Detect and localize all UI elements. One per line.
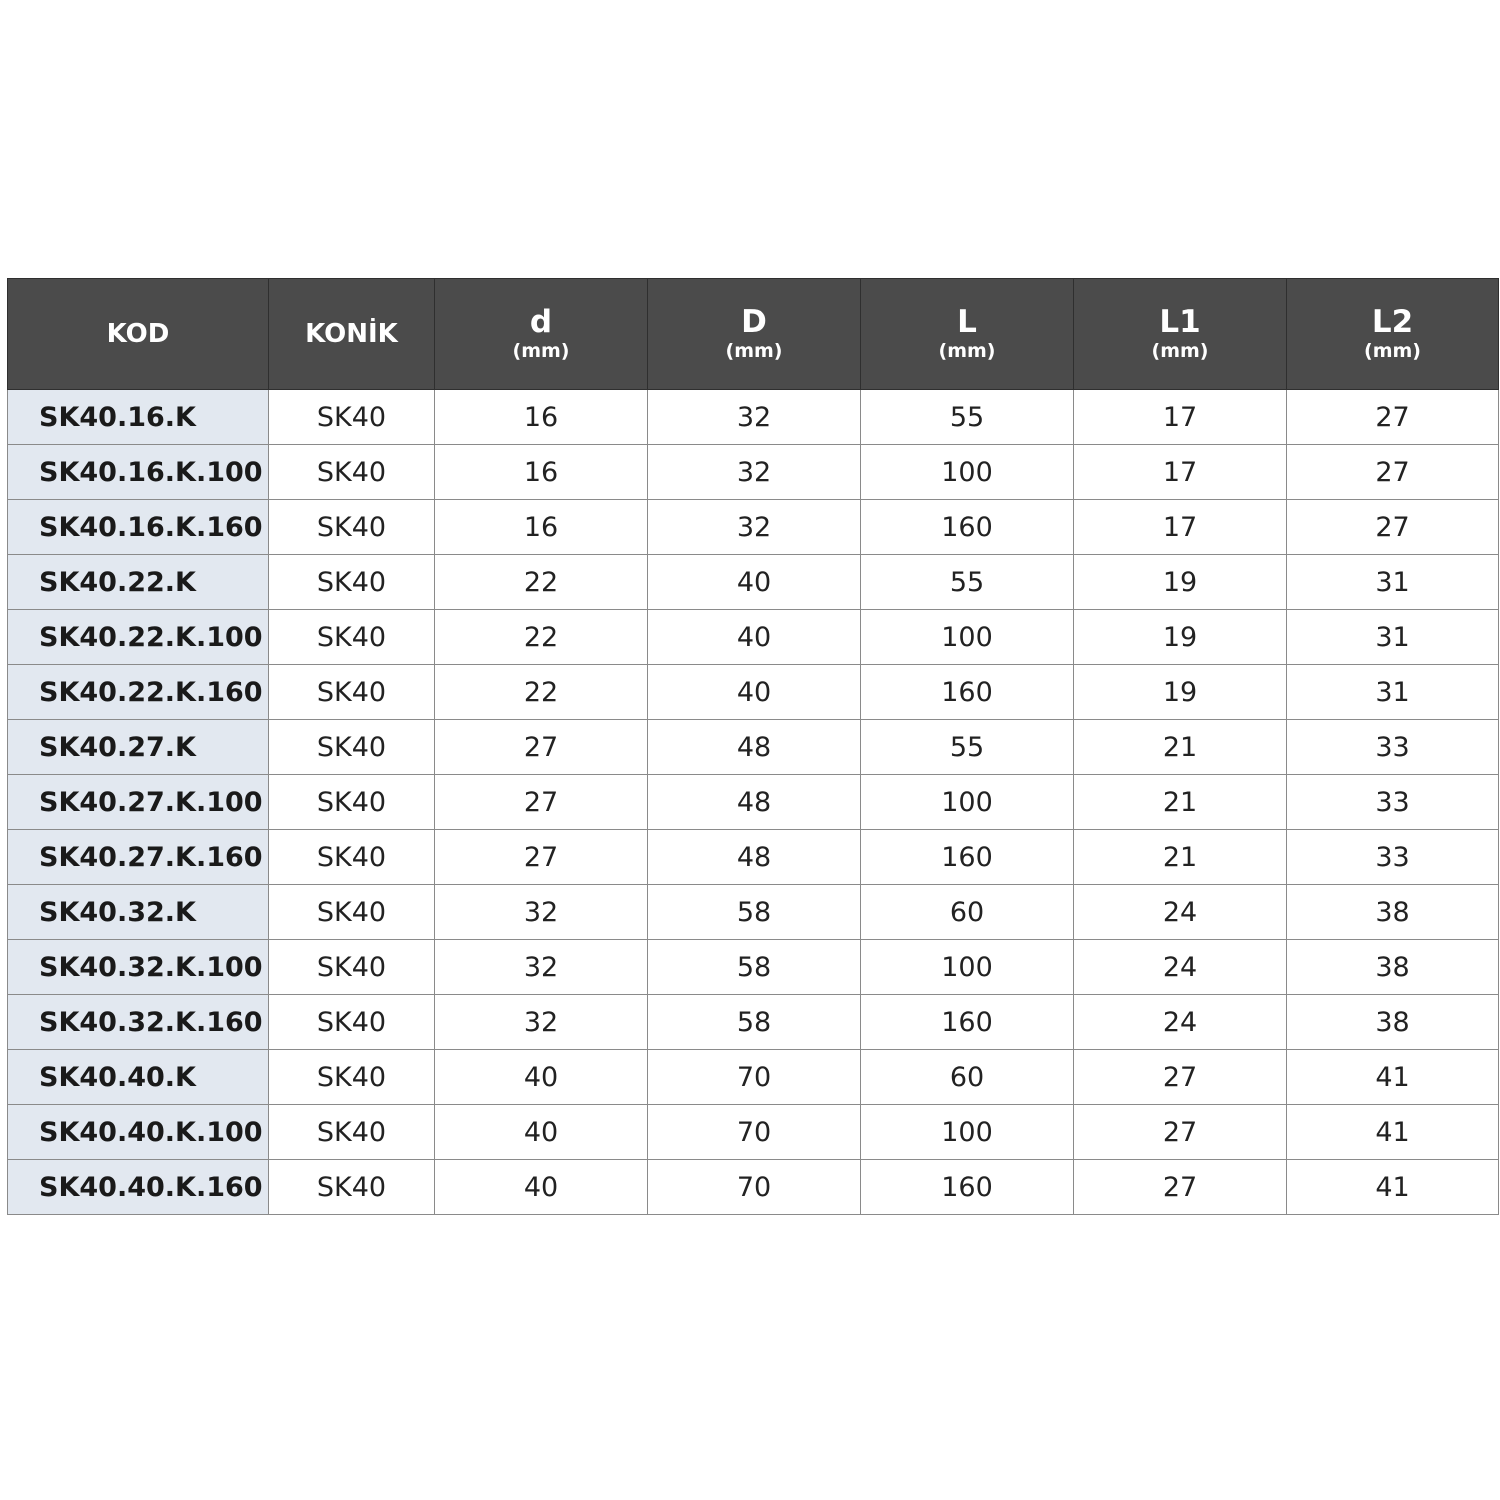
table-row bbox=[8, 830, 1499, 885]
table-cell: 17 bbox=[1074, 500, 1287, 555]
column-header-unit: (mm) bbox=[512, 340, 570, 362]
header-row bbox=[8, 279, 1499, 390]
column-header-label: L2 bbox=[1371, 304, 1414, 340]
table-cell: 31 bbox=[1287, 610, 1499, 665]
table-cell: 160 bbox=[861, 995, 1074, 1050]
column-header-label: L bbox=[957, 304, 977, 340]
column-header-unit: (mm) bbox=[1364, 340, 1421, 362]
table-cell: 32 bbox=[435, 885, 648, 940]
table-cell: 27 bbox=[1287, 390, 1499, 445]
table-cell: SK40 bbox=[269, 390, 435, 445]
table-row bbox=[8, 555, 1499, 610]
table-cell: 21 bbox=[1074, 775, 1287, 830]
table-cell: 160 bbox=[861, 665, 1074, 720]
table-row bbox=[8, 665, 1499, 720]
table-cell: SK40 bbox=[269, 1050, 435, 1105]
column-header bbox=[1287, 279, 1499, 390]
product-code-cell: SK40.16.K.160 bbox=[8, 500, 269, 555]
table-cell: SK40 bbox=[269, 830, 435, 885]
table-cell: 31 bbox=[1287, 665, 1499, 720]
table-cell: 160 bbox=[861, 1160, 1074, 1215]
table-cell: 16 bbox=[435, 500, 648, 555]
product-code-cell: SK40.40.K bbox=[8, 1050, 269, 1105]
table-cell: SK40 bbox=[269, 775, 435, 830]
table-cell: 16 bbox=[435, 390, 648, 445]
table-cell: 160 bbox=[861, 500, 1074, 555]
table-cell: 55 bbox=[861, 390, 1074, 445]
column-header bbox=[435, 279, 648, 390]
column-header-label: D bbox=[741, 304, 767, 340]
product-code-cell: SK40.16.K.100 bbox=[8, 445, 269, 500]
table-cell: SK40 bbox=[269, 995, 435, 1050]
column-header-label: d bbox=[529, 304, 553, 340]
table-row bbox=[8, 445, 1499, 500]
column-header bbox=[8, 279, 269, 390]
table-cell: 22 bbox=[435, 665, 648, 720]
table-row bbox=[8, 1105, 1499, 1160]
table-cell: 22 bbox=[435, 610, 648, 665]
product-code-cell: SK40.22.K.160 bbox=[8, 665, 269, 720]
table-cell: 24 bbox=[1074, 995, 1287, 1050]
table-cell: 40 bbox=[435, 1105, 648, 1160]
table-cell: 100 bbox=[861, 445, 1074, 500]
table-cell: SK40 bbox=[269, 500, 435, 555]
table-cell: 24 bbox=[1074, 885, 1287, 940]
table-cell: 32 bbox=[435, 995, 648, 1050]
table-cell: 32 bbox=[435, 940, 648, 995]
product-code-cell: SK40.22.K.100 bbox=[8, 610, 269, 665]
column-header-label: KONİK bbox=[305, 319, 398, 349]
table-cell: 70 bbox=[648, 1160, 861, 1215]
table-row bbox=[8, 390, 1499, 445]
column-header bbox=[269, 279, 435, 390]
column-header bbox=[648, 279, 861, 390]
table-cell: 58 bbox=[648, 995, 861, 1050]
table-cell: 100 bbox=[861, 775, 1074, 830]
table-cell: SK40 bbox=[269, 610, 435, 665]
product-code-cell: SK40.27.K.160 bbox=[8, 830, 269, 885]
table-cell: 19 bbox=[1074, 555, 1287, 610]
table-cell: SK40 bbox=[269, 885, 435, 940]
table-cell: 27 bbox=[1287, 445, 1499, 500]
column-header-label: KOD bbox=[106, 319, 170, 349]
table-cell: 58 bbox=[648, 940, 861, 995]
table-cell: 19 bbox=[1074, 610, 1287, 665]
table-cell: SK40 bbox=[269, 555, 435, 610]
column-header-unit: (mm) bbox=[938, 340, 996, 362]
table-row bbox=[8, 1160, 1499, 1215]
table-cell: 17 bbox=[1074, 445, 1287, 500]
product-code-cell: SK40.27.K.100 bbox=[8, 775, 269, 830]
table-cell: 32 bbox=[648, 500, 861, 555]
table-cell: 16 bbox=[435, 445, 648, 500]
table-cell: 70 bbox=[648, 1050, 861, 1105]
table-cell: 55 bbox=[861, 720, 1074, 775]
table-cell: 100 bbox=[861, 610, 1074, 665]
table-cell: 33 bbox=[1287, 720, 1499, 775]
product-code-cell: SK40.22.K bbox=[8, 555, 269, 610]
table-cell: 19 bbox=[1074, 665, 1287, 720]
table-cell: 40 bbox=[648, 555, 861, 610]
table-cell: 38 bbox=[1287, 940, 1499, 995]
table-cell: 27 bbox=[1074, 1105, 1287, 1160]
table-cell: 27 bbox=[435, 775, 648, 830]
table-cell: 40 bbox=[435, 1050, 648, 1105]
table-cell: SK40 bbox=[269, 445, 435, 500]
table-cell: 24 bbox=[1074, 940, 1287, 995]
table-cell: 38 bbox=[1287, 995, 1499, 1050]
table-cell: 41 bbox=[1287, 1160, 1499, 1215]
table-cell: 31 bbox=[1287, 555, 1499, 610]
table-cell: SK40 bbox=[269, 720, 435, 775]
table-row bbox=[8, 885, 1499, 940]
table-row bbox=[8, 1050, 1499, 1105]
column-header bbox=[1074, 279, 1287, 390]
table-row bbox=[8, 995, 1499, 1050]
table-cell: 48 bbox=[648, 775, 861, 830]
table-body bbox=[8, 390, 1499, 1215]
table-cell: 40 bbox=[648, 665, 861, 720]
spec-table bbox=[7, 278, 1499, 1215]
table-cell: 160 bbox=[861, 830, 1074, 885]
table-row bbox=[8, 720, 1499, 775]
table-cell: 27 bbox=[435, 830, 648, 885]
table-cell: 60 bbox=[861, 885, 1074, 940]
column-header bbox=[861, 279, 1074, 390]
table-cell: 27 bbox=[1287, 500, 1499, 555]
table-cell: 27 bbox=[435, 720, 648, 775]
table-cell: 21 bbox=[1074, 720, 1287, 775]
table-cell: SK40 bbox=[269, 1105, 435, 1160]
table-cell: 32 bbox=[648, 445, 861, 500]
table-cell: 58 bbox=[648, 885, 861, 940]
table-row bbox=[8, 500, 1499, 555]
column-header-unit: (mm) bbox=[1151, 340, 1209, 362]
product-code-cell: SK40.16.K bbox=[8, 390, 269, 445]
table-cell: 48 bbox=[648, 830, 861, 885]
table-row bbox=[8, 610, 1499, 665]
table-cell: 55 bbox=[861, 555, 1074, 610]
table-cell: 33 bbox=[1287, 830, 1499, 885]
table-row bbox=[8, 940, 1499, 995]
table-cell: SK40 bbox=[269, 1160, 435, 1215]
table-cell: SK40 bbox=[269, 665, 435, 720]
table-cell: 40 bbox=[435, 1160, 648, 1215]
table-cell: 22 bbox=[435, 555, 648, 610]
table-cell: 100 bbox=[861, 940, 1074, 995]
table-cell: 40 bbox=[648, 610, 861, 665]
table-cell: 48 bbox=[648, 720, 861, 775]
table-header bbox=[8, 279, 1499, 390]
product-code-cell: SK40.32.K.100 bbox=[8, 940, 269, 995]
column-header-label: L1 bbox=[1159, 304, 1201, 340]
table-cell: 41 bbox=[1287, 1050, 1499, 1105]
table-cell: 60 bbox=[861, 1050, 1074, 1105]
table-cell: 27 bbox=[1074, 1050, 1287, 1105]
product-code-cell: SK40.40.K.160 bbox=[8, 1160, 269, 1215]
table-cell: 33 bbox=[1287, 775, 1499, 830]
product-code-cell: SK40.32.K.160 bbox=[8, 995, 269, 1050]
product-code-cell: SK40.32.K bbox=[8, 885, 269, 940]
table-cell: SK40 bbox=[269, 940, 435, 995]
table-cell: 32 bbox=[648, 390, 861, 445]
table-cell: 17 bbox=[1074, 390, 1287, 445]
table-row bbox=[8, 775, 1499, 830]
column-header-unit: (mm) bbox=[725, 340, 783, 362]
product-code-cell: SK40.40.K.100 bbox=[8, 1105, 269, 1160]
table-cell: 21 bbox=[1074, 830, 1287, 885]
table-cell: 100 bbox=[861, 1105, 1074, 1160]
table-cell: 41 bbox=[1287, 1105, 1499, 1160]
table-cell: 38 bbox=[1287, 885, 1499, 940]
table-cell: 27 bbox=[1074, 1160, 1287, 1215]
product-code-cell: SK40.27.K bbox=[8, 720, 269, 775]
table-cell: 70 bbox=[648, 1105, 861, 1160]
